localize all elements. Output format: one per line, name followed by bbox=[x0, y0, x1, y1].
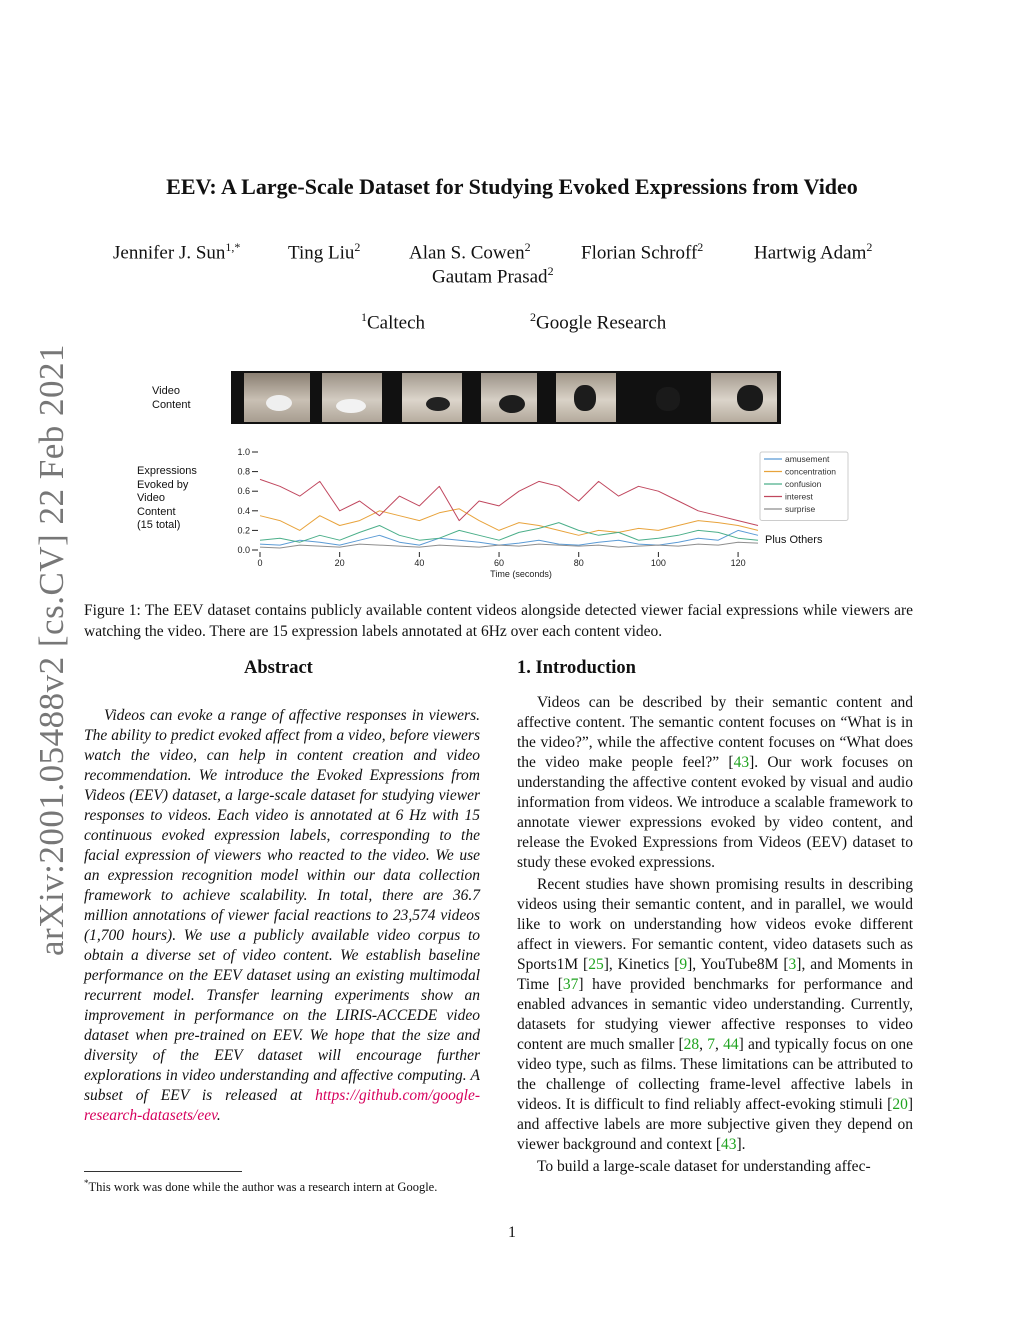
author: Florian Schroff$^2$ bbox=[581, 240, 704, 264]
series-line-confusion bbox=[260, 523, 758, 543]
chart-axes bbox=[237, 447, 745, 579]
paper-title: EEV: A Large-Scale Dataset for Studying Evoked Expressions from Video bbox=[166, 174, 858, 199]
video-frame bbox=[402, 373, 462, 422]
cat-shape bbox=[336, 399, 366, 413]
author: Hartwig Adam$^2$ bbox=[754, 240, 873, 264]
citation[interactable]: 44 bbox=[723, 1036, 739, 1053]
y-tick-label: 0.8 bbox=[237, 466, 250, 477]
video-frame bbox=[244, 373, 310, 422]
affiliation: $^1$Caltech bbox=[361, 310, 426, 334]
x-tick-label: 60 bbox=[494, 558, 505, 568]
legend-label: interest bbox=[785, 491, 813, 502]
citation[interactable]: 20 bbox=[892, 1096, 908, 1113]
footnote: *This work was done while the author was a research intern at Google. bbox=[84, 1178, 438, 1195]
page-number: 1 bbox=[508, 1224, 516, 1241]
citation[interactable]: 43 bbox=[721, 1136, 737, 1153]
abstract-heading: Abstract bbox=[244, 658, 313, 678]
chart-series bbox=[260, 479, 758, 548]
series-line-amusement bbox=[260, 530, 758, 545]
x-tick-label: 120 bbox=[730, 558, 746, 568]
x-tick-label: 0 bbox=[257, 558, 263, 568]
cat-shape bbox=[574, 385, 596, 411]
legend-label: amusement bbox=[785, 454, 830, 464]
video-frame bbox=[556, 373, 616, 422]
affiliation: $^2$Google Research bbox=[530, 310, 667, 334]
x-tick-label: 20 bbox=[334, 558, 345, 568]
expression-line-chart bbox=[130, 440, 860, 585]
expressions-label: Expressions Evoked by Video Content (15 total) bbox=[137, 465, 197, 531]
y-tick-label: 0.0 bbox=[237, 545, 250, 555]
legend-label: concentration bbox=[785, 466, 837, 477]
x-tick-label: 100 bbox=[650, 558, 666, 568]
video-filmstrip bbox=[231, 371, 781, 424]
y-tick-label: 0.6 bbox=[237, 486, 250, 497]
citation[interactable]: 3 bbox=[788, 956, 797, 973]
abstract-text: Videos can evoke a range of affective responses in viewers. The ability to predict evoked affect from a video, before viewers watch the video, can help in content creation and video recommendation. We introduce the Evoked Expressions from Videos (EEV) dataset, a large-scale dataset for studying viewer responses to videos. Each video is annotated at 6 Hz with 15 continuous evoked expression labels, corresponding to the facial expression of viewers who reacted to the video. We use an expression recognition model within our data collection framework to achieve scalability. In total, there are 36.7 million annotations of viewer facial reactions to 23,574 videos (1,700 hours). We use a publicly available video corpus to obtain a diverse set of video content. We establish baseline performance on the EEV dataset using an existing multimodal recurrent model. Transfer learning experiments show an improvement in performance on the LIRIS-ACCEDE video dataset when pre-trained on EEV. We hope that the size and diversity of the EEV dataset will encourage further explorations in video understanding and affective computing. A subset of EEV is released at bbox=[84, 707, 480, 1104]
abstract-body bbox=[84, 706, 480, 1126]
introduction-body bbox=[517, 693, 913, 1177]
footnote-rule bbox=[84, 1171, 242, 1172]
chart-legend bbox=[760, 452, 848, 521]
intro-paragraph-2: Recent studies have shown promising results in describing videos using their semantic content, and in parallel, we would like to work on understanding how videos evoke different affect in viewers. For semantic content, video datasets such as Sports1M [25], Kinetics [9], YouTube8M [3], and Moments in Time [37] have provided benchmarks for performance and enabled advances in semantic video understanding. Currently, datasets for studying viewer affective responses to video content are much smaller [28, 7, 44] and typically focus on one video type, such as films. These limitations can be attributed to the challenge of collecting frame-level affective labels in videos. It is difficult to find reliably affect-evoking stimuli [20] and affective labels are more subjective given they depend on viewer background and context [43]. bbox=[517, 876, 914, 1153]
legend-label: confusion bbox=[785, 479, 822, 489]
citation[interactable]: 43 bbox=[733, 754, 750, 771]
series-line-interest bbox=[260, 479, 758, 525]
y-tick-label: 1.0 bbox=[237, 447, 250, 457]
cat-shape bbox=[737, 385, 763, 411]
series-line-surprise bbox=[260, 542, 758, 548]
y-tick-label: 0.4 bbox=[237, 505, 250, 516]
author: Ting Liu$^2$ bbox=[288, 240, 361, 264]
arxiv-identifier: arXiv:2001.05488v2 [cs.CV] 22 Feb 2021 bbox=[32, 343, 71, 957]
citation[interactable]: 7 bbox=[707, 1036, 716, 1053]
introduction-heading: 1. Introduction bbox=[517, 658, 636, 678]
video-frame bbox=[636, 373, 696, 422]
author: Gautam Prasad$^2$ bbox=[432, 264, 554, 288]
dataset-link[interactable]: https://github.com/google-research-datasets/eev bbox=[84, 1087, 481, 1124]
cat-shape bbox=[266, 395, 292, 411]
legend-label: surprise bbox=[785, 504, 816, 514]
x-tick-label: 80 bbox=[573, 558, 584, 568]
citation[interactable]: 37 bbox=[562, 976, 579, 993]
series-line-concentration bbox=[260, 509, 758, 536]
intro-paragraph-3: To build a large-scale dataset for understanding affec- bbox=[537, 1158, 871, 1175]
x-tick-label: 40 bbox=[414, 558, 425, 568]
video-frame bbox=[711, 373, 777, 422]
plus-others-label: Plus Others bbox=[765, 534, 823, 546]
figure-caption: Figure 1: The EEV dataset contains publicly available content videos alongside detected viewer facial expressions while viewers are watching the video. There are 15 expression labels annotated at 6Hz over each content video. bbox=[84, 602, 913, 640]
citation[interactable]: 25 bbox=[588, 956, 604, 973]
video-frame bbox=[481, 373, 537, 422]
cat-shape bbox=[656, 387, 680, 411]
x-axis-label: Time (seconds) bbox=[490, 569, 552, 579]
author: Jennifer J. Sun$^{1,*}$ bbox=[113, 240, 241, 264]
citation[interactable]: 28 bbox=[683, 1036, 700, 1053]
citation[interactable]: 9 bbox=[679, 956, 688, 973]
video-frame bbox=[322, 373, 382, 422]
intro-paragraph-1: Videos can be described by their semantic content and affective content. The semantic content focuses on “What is in the video?”, while the affective content focuses on “What does the video make people feel?” [43]. Our work focuses on understanding the affective content evoked by visual and audio information from videos. We introduce a scalable framework to annotate viewer expressions evoked by video content, and release the Evoked Expressions from Videos (EEV) dataset to study these evoked expressions. bbox=[517, 694, 913, 871]
abstract-end: . bbox=[216, 1107, 221, 1124]
y-tick-label: 0.2 bbox=[237, 525, 250, 536]
author: Alan S. Cowen$^2$ bbox=[409, 240, 531, 264]
video-content-label: Video Content bbox=[152, 385, 191, 411]
cat-shape bbox=[499, 395, 525, 413]
cat-shape bbox=[426, 397, 450, 411]
